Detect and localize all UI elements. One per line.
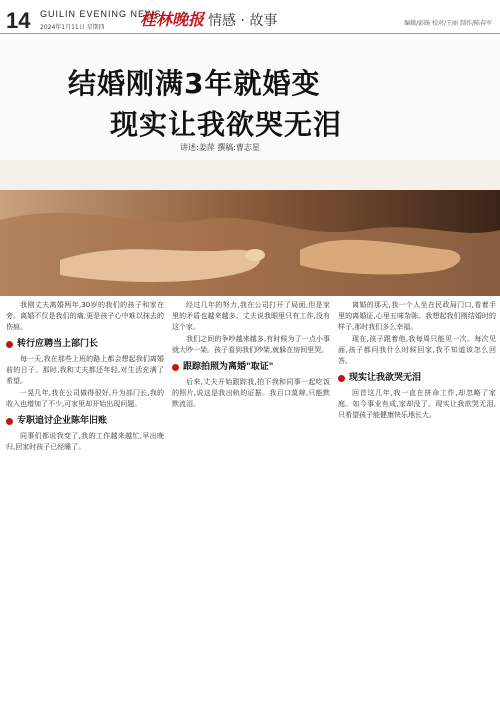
paragraph: 离婚的那天,我一个人坐在民政局门口,看着手里的离婚证,心里五味杂陈。我想起我们刚结婚时的样子,那时我们多么幸福。 bbox=[338, 301, 496, 331]
subheading-text: 专职追讨企业陈年旧账 bbox=[17, 416, 108, 426]
newspaper-logo: 桂林晚报 bbox=[140, 10, 205, 29]
paper-english-name: GUILIN EVENING NEWS bbox=[40, 9, 162, 19]
headline-line-1: 结婚刚满3年就婚变 bbox=[68, 67, 321, 100]
subheading-text: 现实让我欲哭无泪 bbox=[349, 373, 422, 383]
paragraph: 我刚丈夫离婚两年,30岁的我们的孩子和家在旁。离婚不仅是我们的痛,更是孩子心中难以抹去的伤痕。 bbox=[6, 301, 164, 331]
page-header bbox=[0, 0, 500, 34]
hands-illustration-image bbox=[0, 160, 500, 296]
paragraph: 回首这几年,我一直在拼命工作,却忽略了家庭。如今事业有成,家却没了。现实让我欲哭无泪,只希望孩子能健康快乐地长大。 bbox=[338, 389, 496, 419]
subheading-text: 转行应聘当上部门长 bbox=[17, 339, 99, 349]
article-column-2 bbox=[172, 300, 330, 720]
paragraph: 经过几年的努力,我在公司打开了局面,但是家里的矛盾也越来越多。丈夫说我眼里只有工作,没有这个家。 bbox=[172, 301, 330, 331]
page-number: 14 bbox=[6, 8, 31, 33]
red-dot-icon bbox=[6, 418, 13, 425]
paragraph: 我们之间的争吵越来越多,有时候为了一点小事就大吵一架。孩子看到我们吵架,就躲在房间里哭。 bbox=[172, 335, 330, 354]
red-dot-icon bbox=[172, 364, 179, 371]
paragraph: 一晃几年,我在公司做得很好,升为部门长,我的收入也增加了不少,可家里却开始出现问题。 bbox=[6, 389, 164, 408]
subheading bbox=[6, 416, 164, 427]
issue-date: 2024年1月11日 星期四 bbox=[40, 24, 105, 31]
paragraph: 每一天,我在那些上班的路上都会想起我们离婚前的日子。那时,我和丈夫都还年轻,对生活充满了希望。 bbox=[6, 355, 164, 385]
subheading bbox=[6, 339, 164, 350]
section-title: 情感 · 故事 bbox=[208, 13, 278, 29]
paragraph: 后来,丈夫开始跟踪我,拍下我和同事一起吃饭的照片,说这是我出轨的证据。我百口莫辩,只能默默流泪。 bbox=[172, 378, 330, 408]
article-column-1 bbox=[6, 300, 164, 720]
paragraph: 现在,孩子跟着他,我每周只能见一次。每次见面,孩子都问我什么时候回家,我不知道该怎么回答。 bbox=[338, 335, 496, 365]
paragraph: 同事们都说我变了,我的工作越来越忙,早出晚归,回家时孩子已经睡了。 bbox=[6, 432, 164, 451]
red-dot-icon bbox=[6, 341, 13, 348]
red-dot-icon bbox=[338, 375, 345, 382]
editor-credits: 编辑/彭旸 校对/王丽 制作/陈春军 bbox=[404, 20, 492, 27]
subheading-text: 跟踪拍照为离婚"取证" bbox=[183, 362, 274, 372]
subheading bbox=[338, 373, 496, 384]
article-column-3 bbox=[338, 300, 496, 720]
byline: 讲述:姜萍 撰稿:曹志星 bbox=[180, 143, 260, 152]
headline-line-2: 现实让我欲哭无泪 bbox=[110, 108, 343, 141]
subheading bbox=[172, 362, 330, 373]
